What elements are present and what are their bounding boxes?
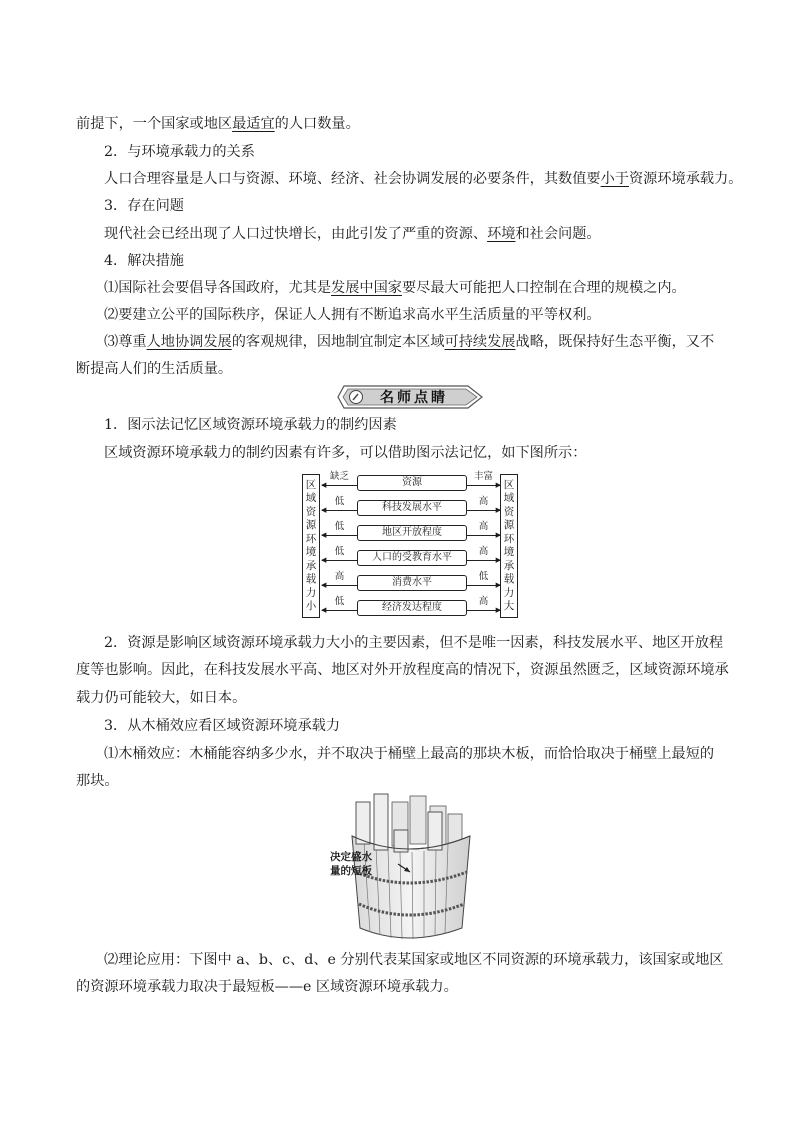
para-measure-1 xyxy=(104,278,686,298)
left-box-char: 载 xyxy=(305,573,317,585)
left-box-small-capacity xyxy=(302,474,320,618)
left-box-char: 环 xyxy=(305,532,317,545)
arrow-label: 低 xyxy=(334,521,345,532)
arrowhead-right-icon: ▶ xyxy=(495,581,501,589)
arrowhead-right-icon: ▶ xyxy=(495,531,501,539)
arrow-label: 低 xyxy=(334,546,345,557)
right-box-char: 区 xyxy=(503,478,515,491)
tip-2-line-2: 度等也影响。因此，在科技发展水平高、地区对外开放程度高的情况下，资源虽然匮乏，区域资源环境承 xyxy=(76,662,729,678)
factor-box: 消费水平 xyxy=(357,575,467,591)
left-box-char: 力 xyxy=(305,586,317,599)
tip-3-application-line-2: 的资源环境承载力取决于最短板——e 区域资源环境承载力。 xyxy=(76,979,458,995)
para-capacity-definition xyxy=(76,114,360,134)
text-run: 战略，既保持好生态平衡，又不 xyxy=(515,334,715,350)
underlined-keyword: 发展中国家 xyxy=(331,280,402,296)
right-box-char: 源 xyxy=(503,519,515,531)
arrow-label: 高 xyxy=(478,596,489,607)
right-box-char: 载 xyxy=(503,573,515,585)
section-banner xyxy=(336,384,486,410)
tip-1-heading: 1．图示法记忆区域资源环境承载力的制约因素 xyxy=(104,417,397,433)
arrowhead-right-icon: ▶ xyxy=(495,556,501,564)
text-run: 人口合理容量是人口与资源、环境、经济、社会协调发展的必要条件，其数值要 xyxy=(104,171,601,187)
right-box-char: 域 xyxy=(503,492,515,504)
underlined-keyword: 小于 xyxy=(600,171,629,187)
arrowhead-left-icon: ◀ xyxy=(321,606,327,614)
factor-box: 经济发达程度 xyxy=(357,600,467,616)
right-box-char: 环 xyxy=(503,532,515,545)
factor-box: 资源 xyxy=(357,475,467,491)
tip-1-intro: 区域资源环境承载力的制约因素有许多，可以借助图示法记忆，如下图所示： xyxy=(104,445,587,461)
factor-box: 科技发展水平 xyxy=(357,500,467,516)
tip-3-line-2: 那块。 xyxy=(76,773,119,789)
text-run: 和社会问题。 xyxy=(515,226,601,242)
right-box-char: 境 xyxy=(503,546,515,558)
underlined-keyword: 人地协调发展 xyxy=(146,334,232,350)
factor-box: 地区开放程度 xyxy=(357,525,467,541)
right-box-char: 大 xyxy=(503,600,515,612)
para-relationship xyxy=(104,169,742,189)
short-stave-label-line2: 量的短板 xyxy=(330,865,372,877)
tip-3-application-line-1: ⑵理论应用：下图中 a、b、c、d、e 分别代表某国家或地区不同资源的环境承载力，该国家或地区 xyxy=(104,952,724,968)
text-run: ⑴国际社会要倡导各国政府，尤其是 xyxy=(104,280,332,296)
text-run: 的客观规律，因地制宜制定本区域 xyxy=(231,334,445,350)
underlined-keyword: 可持续发展 xyxy=(444,334,516,350)
para-measure-2: ⑵要建立公平的国际秩序，保证人人拥有不断追求高水平生活质量的平等权利。 xyxy=(104,307,601,323)
text-run: 资源环境承载力。 xyxy=(628,171,743,187)
arrowhead-right-icon: ▶ xyxy=(495,606,501,614)
text-run: 的人口数量。 xyxy=(274,116,360,132)
right-box-char: 力 xyxy=(503,586,515,599)
arrow-label: 低 xyxy=(478,571,489,582)
text-run: 前提下，一个国家或地区 xyxy=(76,116,233,132)
tip-3-line-1: ⑴木桶效应：木桶能容纳多少水，并不取决于桶壁上最高的那块木板，而恰恰取决于桶壁上最短的 xyxy=(104,746,715,762)
tip-2-line-1: 2．资源是影响区域资源环境承载力大小的主要因素，但不是唯一因素，科技发展水平、地区开放程 xyxy=(104,635,724,651)
underlined-keyword: 最适宜 xyxy=(232,116,275,132)
tip-2-line-3: 载力仍可能较大，如日本。 xyxy=(76,690,247,706)
arrowhead-left-icon: ◀ xyxy=(321,531,327,539)
arrowhead-left-icon: ◀ xyxy=(321,506,327,514)
arrowhead-right-icon: ▶ xyxy=(495,481,501,489)
heading-problems: 3．存在问题 xyxy=(104,198,184,214)
arrowhead-left-icon: ◀ xyxy=(321,556,327,564)
arrow-label: 缺乏 xyxy=(329,471,349,482)
short-stave-label-line1: 决定盛水 xyxy=(330,851,372,863)
constraint-factors-diagram xyxy=(288,468,522,624)
left-box-char: 境 xyxy=(305,546,317,558)
right-box-char: 资 xyxy=(503,505,515,518)
para-measure-3-cont: 断提高人们的生活质量。 xyxy=(76,361,233,377)
left-box-char: 小 xyxy=(305,600,317,612)
text-run: 要尽最大可能把人口控制在合理的规模之内。 xyxy=(401,280,686,296)
arrowhead-right-icon: ▶ xyxy=(495,506,501,514)
arrow-label: 丰富 xyxy=(473,471,493,482)
arrow-label: 高 xyxy=(478,521,489,532)
para-measure-3 xyxy=(104,332,714,352)
right-box-large-capacity xyxy=(500,474,518,618)
text-run: ⑶尊重 xyxy=(104,334,147,350)
heading-relationship: 2．与环境承载力的关系 xyxy=(104,144,255,160)
banner-title: 名师点睛 xyxy=(380,390,448,406)
arrow-label: 低 xyxy=(334,496,345,507)
arrow-label: 高 xyxy=(334,571,345,582)
left-box-char: 区 xyxy=(305,478,317,491)
factor-box: 人口的受教育水平 xyxy=(357,550,467,566)
tip-3-heading: 3．从木桶效应看区域资源环境承载力 xyxy=(104,718,341,734)
arrow-label: 低 xyxy=(334,596,345,607)
underlined-keyword: 环境 xyxy=(487,226,516,242)
left-box-char: 资 xyxy=(305,505,317,518)
arrowhead-left-icon: ◀ xyxy=(321,481,327,489)
arrow-label: 高 xyxy=(478,546,489,557)
text-run: 现代社会已经出现了人口过快增长，由此引发了严重的资源、 xyxy=(104,226,488,242)
para-problems xyxy=(104,224,601,244)
arrowhead-left-icon: ◀ xyxy=(321,581,327,589)
left-box-char: 域 xyxy=(305,492,317,504)
left-box-char: 承 xyxy=(305,559,317,572)
arrow-label: 高 xyxy=(478,496,489,507)
heading-measures: 4．解决措施 xyxy=(104,253,184,269)
left-box-char: 源 xyxy=(305,519,317,531)
right-box-char: 承 xyxy=(503,559,515,572)
